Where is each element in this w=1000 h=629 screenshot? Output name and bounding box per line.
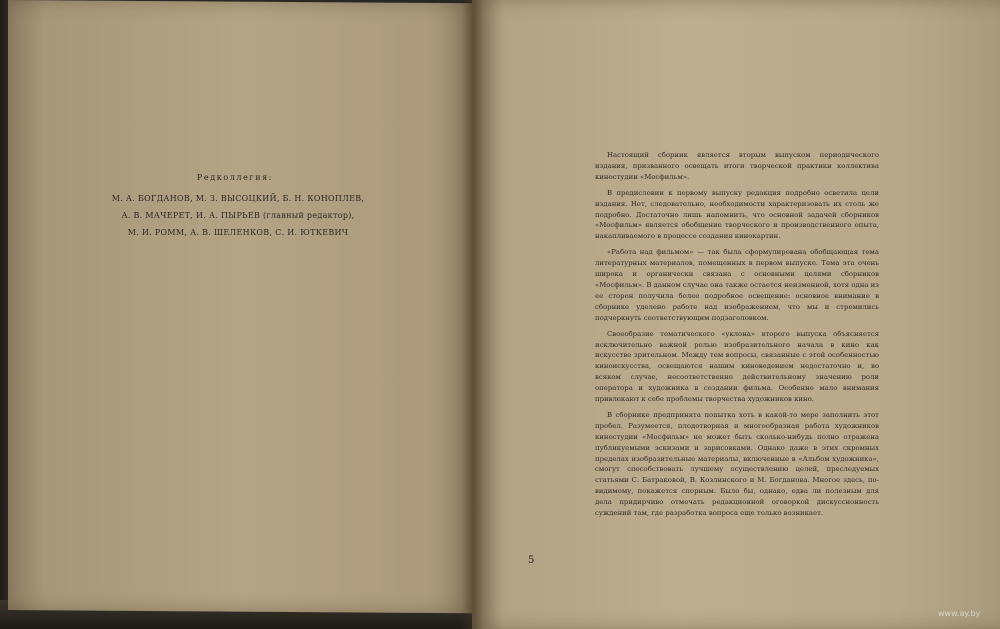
preface-paragraph: «Работа над фильмом» — так была сформулирована обобщающая тема литературных материалов, помещенных в первом выпуске. Тема эта очень широка и органически связана с основными целями сборников «Мосфильм». В данном случае она также остается неизменной, хотя одна из ее сторон получила более подробное освещение: основное внимание в сборнике уделено работе над изображением, что мы и стремились подчеркнуть соответствующим подзаголовком. [595,248,879,322]
preface-paragraph: В предисловии к первому выпуску редакция подробно осветила цели издания. Нет, следовательно, необходимости характеризовать их столь же подробно. Достаточно лишь напомнить, что основной задачей сборников «Мосфильм» является обобщение творческого и производственного опыта, накапливаемого в процессе создания кинокартин. [595,188,879,241]
editorial-board-line: А. В. МАЧЕРЕТ, И. А. ПЫРЬЕВ (главный редактор), [121,211,355,220]
left-page [8,0,476,613]
preface-paragraph: В сборнике предпринята попытка хоть в какой-то мере заполнить этот пробел. Разумеется, плодотворная и многообразная работа художников киностудии «Мосфильм» не может быть сколько-нибудь полно отражена публикуемыми эскизами и зарисовками. Однако даже в этих скромных пределах изобразительные материалы, включенные в «Альбом художника», смогут способствовать лучшему осуществлению целей, преследуемых статьями С. Батраковой, В. Козлинского и М. Богданова. Многое здесь, по-видимому, покажется спорным. Было бы, однако, едва ли полезным для дела придирчиво отмечать редакционной оговоркой дискуссионность суждений там, где разработка вопроса еще только возникает. [595,410,879,518]
preface-paragraph: Настоящий сборник является вторым выпуском периодического издания, призванного освещать итоги творческой практики коллектива киностудии «Мосфильм». [595,151,879,181]
editorial-board-line: М. А. БОГДАНОВ, М. З. ВЫСОЦКИЙ, Б. Н. КОНОПЛЕВ, [111,194,365,203]
editorial-board-list [103,190,373,241]
preface-text [595,150,879,524]
editorial-board-line: М. И. РОММ, А. В. ШЕЛЕНКОВ, С. И. ЮТКЕВИЧ [127,228,349,237]
watermark: www.ay.by [938,609,981,618]
preface-paragraph: Своеобразие тематического «уклона» второго выпуска объясняется исключительно важной ролью изобразительного начала в кино как искусстве зрительном. Между тем вопросы, связанные с этой особенностью киноискусства, освещаются нашим киноведением недостаточно и, во всяком случае, несоответственно действительному значению роли оператора и художника в создании фильма. Особенно мало внимания привлекают к себе проблемы творчества художников кино. [595,329,879,404]
book-gutter [462,0,484,629]
page-number: 5 [528,555,535,566]
editorial-board-heading: Редколлегия: [196,173,274,182]
